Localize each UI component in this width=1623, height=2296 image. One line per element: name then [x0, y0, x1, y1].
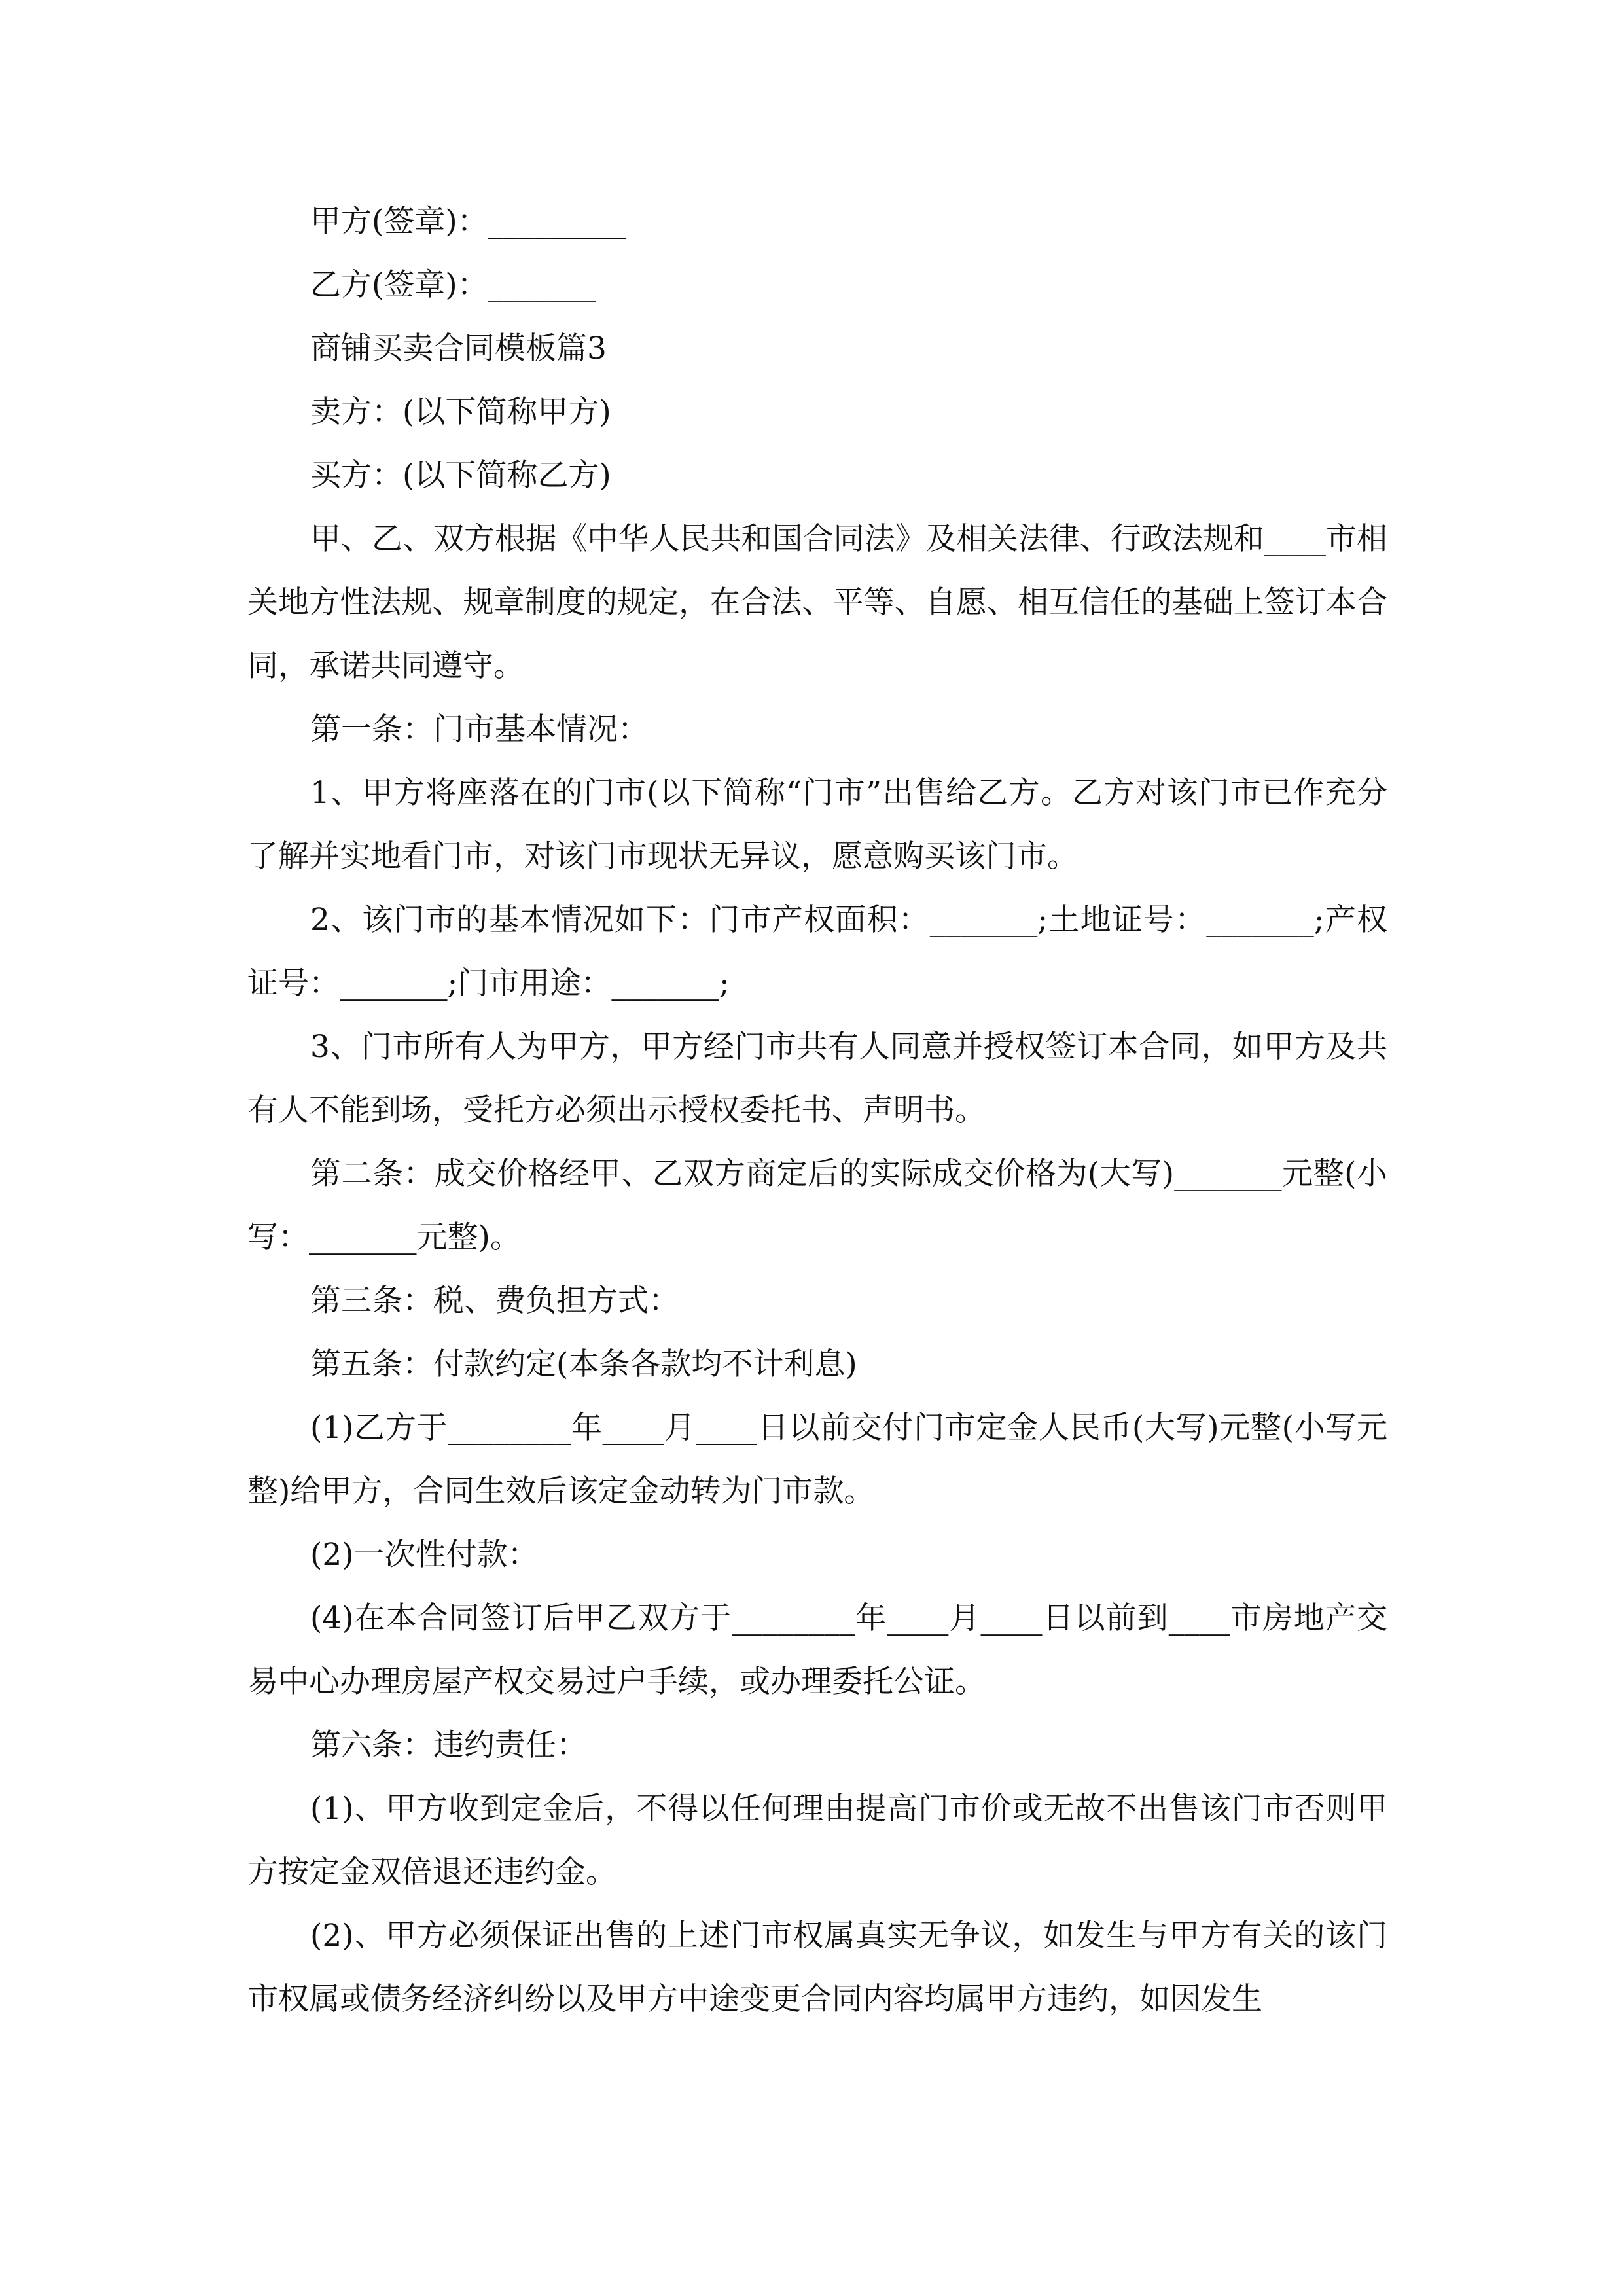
article-5-clause-2: (2)一次性付款：	[310, 1537, 539, 1573]
article-6-clause-1: (1)、甲方收到定金后，不得以任何理由提高门市价或无故不出售该门市否则甲方按定金双倍退还违约金。	[247, 1791, 1387, 1890]
article-1-clause-2: 2、该门市的基本情况如下：门市产权面积：_______;土地证号：_______;产权证号：_______;门市用途：_______;	[247, 902, 1387, 1001]
preamble-paragraph: 甲、乙、双方根据《中华人民共和国合同法》及相关法律、行政法规和____市相关地方性法规、规章制度的规定，在合法、平等、自愿、相互信任的基础上签订本合同，承诺共同遵守。	[247, 521, 1387, 684]
article-1-clause-1: 1、甲方将座落在的门市(以下简称“门市”出售给乙方。乙方对该门市已作充分了解并实地看门市，对该门市现状无异议，愿意购买该门市。	[247, 775, 1387, 874]
article-5-heading: 第五条：付款约定(本条各款均不计利息)	[310, 1346, 857, 1382]
article-2-paragraph: 第二条：成交价格经甲、乙双方商定后的实际成交价格为(大写)_______元整(小写：_______元整)。	[247, 1156, 1387, 1255]
article-6-heading: 第六条：违约责任：	[310, 1727, 587, 1763]
article-6-clause-2: (2)、甲方必须保证出售的上述门市权属真实无争议，如发生与甲方有关的该门市权属或债务经济纠纷以及甲方中途变更合同内容均属甲方违约，如因发生	[247, 1918, 1387, 2017]
document-page	[247, 190, 1387, 2031]
article-5-clause-4: (4)在本合同签订后甲乙双方于________年____月____日以前到____市房地产交易中心办理房屋产权交易过户手续，或办理委托公证。	[247, 1600, 1387, 1700]
party-b-signature-line: 乙方(签章)：_______	[310, 267, 596, 303]
article-1-clause-3: 3、门市所有人为甲方，甲方经门市共有人同意并授权签订本合同，如甲方及共有人不能到场，受托方必须出示授权委托书、声明书。	[247, 1029, 1387, 1128]
article-1-heading: 第一条：门市基本情况：	[310, 711, 649, 747]
party-a-signature-line: 甲方(签章)：_________	[310, 204, 627, 240]
seller-line: 卖方：(以下简称甲方)	[310, 394, 611, 430]
article-3-heading: 第三条：税、费负担方式：	[310, 1283, 679, 1319]
article-5-clause-1: (1)乙方于________年____月____日以前交付门市定金人民币(大写)元整(小写元整)给甲方，合同生效后该定金动转为门市款。	[247, 1410, 1387, 1509]
section-title: 商铺买卖合同模板篇3	[310, 331, 607, 367]
buyer-line: 买方：(以下简称乙方)	[310, 457, 611, 493]
